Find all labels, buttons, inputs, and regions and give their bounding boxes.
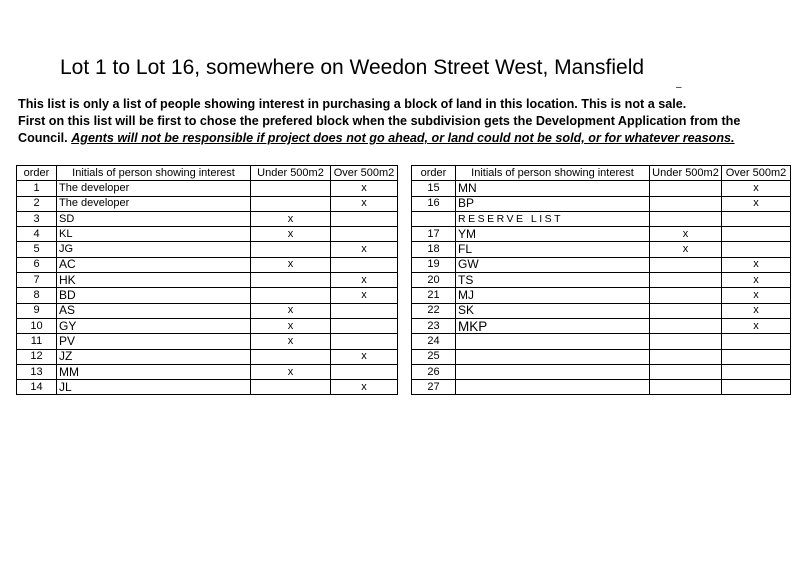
- table-row: [412, 227, 791, 242]
- cell-initials: RESERVE LIST: [456, 211, 650, 226]
- cell-order: 27: [412, 380, 456, 395]
- table-row: [412, 288, 791, 303]
- header-initials: Initials of person showing interest: [456, 166, 650, 181]
- cell-initials: GW: [456, 257, 650, 272]
- cell-order: 3: [17, 211, 57, 226]
- cell-order: 14: [17, 380, 57, 395]
- table-row: [17, 334, 398, 349]
- table-row: [412, 257, 791, 272]
- cell-initials: The developer: [57, 196, 251, 211]
- table-row: [17, 257, 398, 272]
- cell-order: 2: [17, 196, 57, 211]
- cell-order: 8: [17, 288, 57, 303]
- cell-order: 6: [17, 257, 57, 272]
- cell-order: 17: [412, 227, 456, 242]
- cell-initials: [456, 380, 650, 395]
- disclaimer-warning: Agents will not be responsible if project does not go ahead, or land could not be sold, or for whatever reasons.: [71, 131, 735, 145]
- table-row: [17, 242, 398, 257]
- cell-under: [650, 288, 722, 303]
- cell-initials: YM: [456, 227, 650, 242]
- cell-over: x: [722, 288, 791, 303]
- table-row: [17, 349, 398, 364]
- table-row: [17, 364, 398, 379]
- cell-over: x: [331, 273, 398, 288]
- interest-table-left: [16, 165, 398, 395]
- table-row: [412, 196, 791, 211]
- cell-over: [722, 334, 791, 349]
- table-row: [412, 364, 791, 379]
- cell-order: 18: [412, 242, 456, 257]
- cell-order: [412, 211, 456, 226]
- cell-initials: PV: [57, 334, 251, 349]
- header-over: Over 500m2: [722, 166, 791, 181]
- table-row: [17, 227, 398, 242]
- cell-initials: HK: [57, 273, 251, 288]
- cell-under: [251, 242, 331, 257]
- cell-order: 25: [412, 349, 456, 364]
- cell-initials: AS: [57, 303, 251, 318]
- table-row: [17, 196, 398, 211]
- table-row: [17, 380, 398, 395]
- cell-initials: The developer: [57, 181, 251, 196]
- cell-order: 23: [412, 318, 456, 333]
- cell-over: [331, 227, 398, 242]
- cell-order: 16: [412, 196, 456, 211]
- cell-under: [650, 349, 722, 364]
- cell-order: 13: [17, 364, 57, 379]
- table-row: [412, 334, 791, 349]
- cell-under: x: [650, 242, 722, 257]
- cell-under: [650, 181, 722, 196]
- cell-initials: FL: [456, 242, 650, 257]
- cell-order: 15: [412, 181, 456, 196]
- table-row: [17, 211, 398, 226]
- cell-order: 7: [17, 273, 57, 288]
- cell-under: [650, 211, 722, 226]
- cell-under: [251, 181, 331, 196]
- cell-over: [331, 303, 398, 318]
- cell-initials: MJ: [456, 288, 650, 303]
- cell-initials: MKP: [456, 318, 650, 333]
- cell-order: 19: [412, 257, 456, 272]
- table-row: [412, 181, 791, 196]
- cell-under: [251, 273, 331, 288]
- cell-over: x: [722, 318, 791, 333]
- cell-order: 12: [17, 349, 57, 364]
- header-order: order: [17, 166, 57, 181]
- header-under: Under 500m2: [251, 166, 331, 181]
- cell-over: x: [331, 242, 398, 257]
- cell-under: [650, 364, 722, 379]
- cell-order: 4: [17, 227, 57, 242]
- table-row: [412, 318, 791, 333]
- cell-initials: BP: [456, 196, 650, 211]
- cell-order: 11: [17, 334, 57, 349]
- cell-over: [331, 364, 398, 379]
- cell-initials: SK: [456, 303, 650, 318]
- cell-initials: [456, 364, 650, 379]
- cell-over: x: [722, 273, 791, 288]
- cell-over: x: [331, 349, 398, 364]
- interest-table-right: [411, 165, 791, 395]
- cell-under: [251, 196, 331, 211]
- cell-over: [331, 257, 398, 272]
- table-row: [17, 318, 398, 333]
- header-order: order: [412, 166, 456, 181]
- table-row: [412, 303, 791, 318]
- cell-over: x: [331, 196, 398, 211]
- cell-over: x: [331, 181, 398, 196]
- intro-line-1: This list is only a list of people showing interest in purchasing a block of land in this location. This is not a sale.: [18, 97, 687, 111]
- cell-initials: JG: [57, 242, 251, 257]
- table-header-row: [412, 166, 791, 181]
- cell-under: x: [251, 364, 331, 379]
- cell-over: [722, 349, 791, 364]
- cell-initials: JL: [57, 380, 251, 395]
- cell-under: x: [251, 318, 331, 333]
- cell-over: [331, 318, 398, 333]
- cell-under: x: [650, 227, 722, 242]
- table-row: [17, 181, 398, 196]
- page-title: Lot 1 to Lot 16, somewhere on Weedon Street West, Mansfield: [60, 56, 645, 79]
- cell-under: [650, 334, 722, 349]
- cell-initials: AC: [57, 257, 251, 272]
- stray-dash: –: [676, 82, 682, 93]
- cell-over: [722, 380, 791, 395]
- cell-order: 24: [412, 334, 456, 349]
- table-header-row: [17, 166, 398, 181]
- cell-order: 5: [17, 242, 57, 257]
- cell-order: 22: [412, 303, 456, 318]
- cell-order: 20: [412, 273, 456, 288]
- cell-initials: MM: [57, 364, 251, 379]
- cell-under: [650, 257, 722, 272]
- cell-initials: BD: [57, 288, 251, 303]
- cell-over: [722, 211, 791, 226]
- cell-initials: TS: [456, 273, 650, 288]
- cell-over: x: [722, 303, 791, 318]
- cell-initials: [456, 349, 650, 364]
- cell-order: 21: [412, 288, 456, 303]
- cell-under: [650, 318, 722, 333]
- cell-initials: GY: [57, 318, 251, 333]
- cell-over: [331, 334, 398, 349]
- cell-under: x: [251, 303, 331, 318]
- cell-over: x: [331, 288, 398, 303]
- intro-line-2: [18, 113, 788, 147]
- table-row: [412, 211, 791, 226]
- cell-under: [650, 303, 722, 318]
- table-row: [17, 303, 398, 318]
- cell-over: x: [331, 380, 398, 395]
- table-row: [412, 273, 791, 288]
- cell-over: [722, 242, 791, 257]
- table-row: [412, 349, 791, 364]
- cell-under: x: [251, 211, 331, 226]
- cell-under: [650, 196, 722, 211]
- cell-under: x: [251, 227, 331, 242]
- cell-order: 10: [17, 318, 57, 333]
- cell-under: [650, 380, 722, 395]
- intro-line-2-text: First on this list will be first to chose the prefered block when the subdivision gets the Development Application from the Council.: [18, 114, 741, 145]
- cell-initials: JZ: [57, 349, 251, 364]
- cell-over: x: [722, 257, 791, 272]
- cell-under: [650, 273, 722, 288]
- cell-order: 1: [17, 181, 57, 196]
- table-row: [17, 288, 398, 303]
- table-row: [412, 380, 791, 395]
- table-row: [17, 273, 398, 288]
- cell-order: 26: [412, 364, 456, 379]
- cell-under: [251, 380, 331, 395]
- cell-under: x: [251, 257, 331, 272]
- cell-under: x: [251, 334, 331, 349]
- cell-under: [251, 288, 331, 303]
- cell-under: [251, 349, 331, 364]
- cell-order: 9: [17, 303, 57, 318]
- cell-initials: KL: [57, 227, 251, 242]
- header-over: Over 500m2: [331, 166, 398, 181]
- cell-over: [722, 364, 791, 379]
- cell-initials: SD: [57, 211, 251, 226]
- cell-over: x: [722, 181, 791, 196]
- cell-over: [331, 211, 398, 226]
- header-initials: Initials of person showing interest: [57, 166, 251, 181]
- cell-over: x: [722, 196, 791, 211]
- intro-notice: [18, 96, 788, 147]
- table-row: [412, 242, 791, 257]
- cell-over: [722, 227, 791, 242]
- header-under: Under 500m2: [650, 166, 722, 181]
- cell-initials: MN: [456, 181, 650, 196]
- cell-initials: [456, 334, 650, 349]
